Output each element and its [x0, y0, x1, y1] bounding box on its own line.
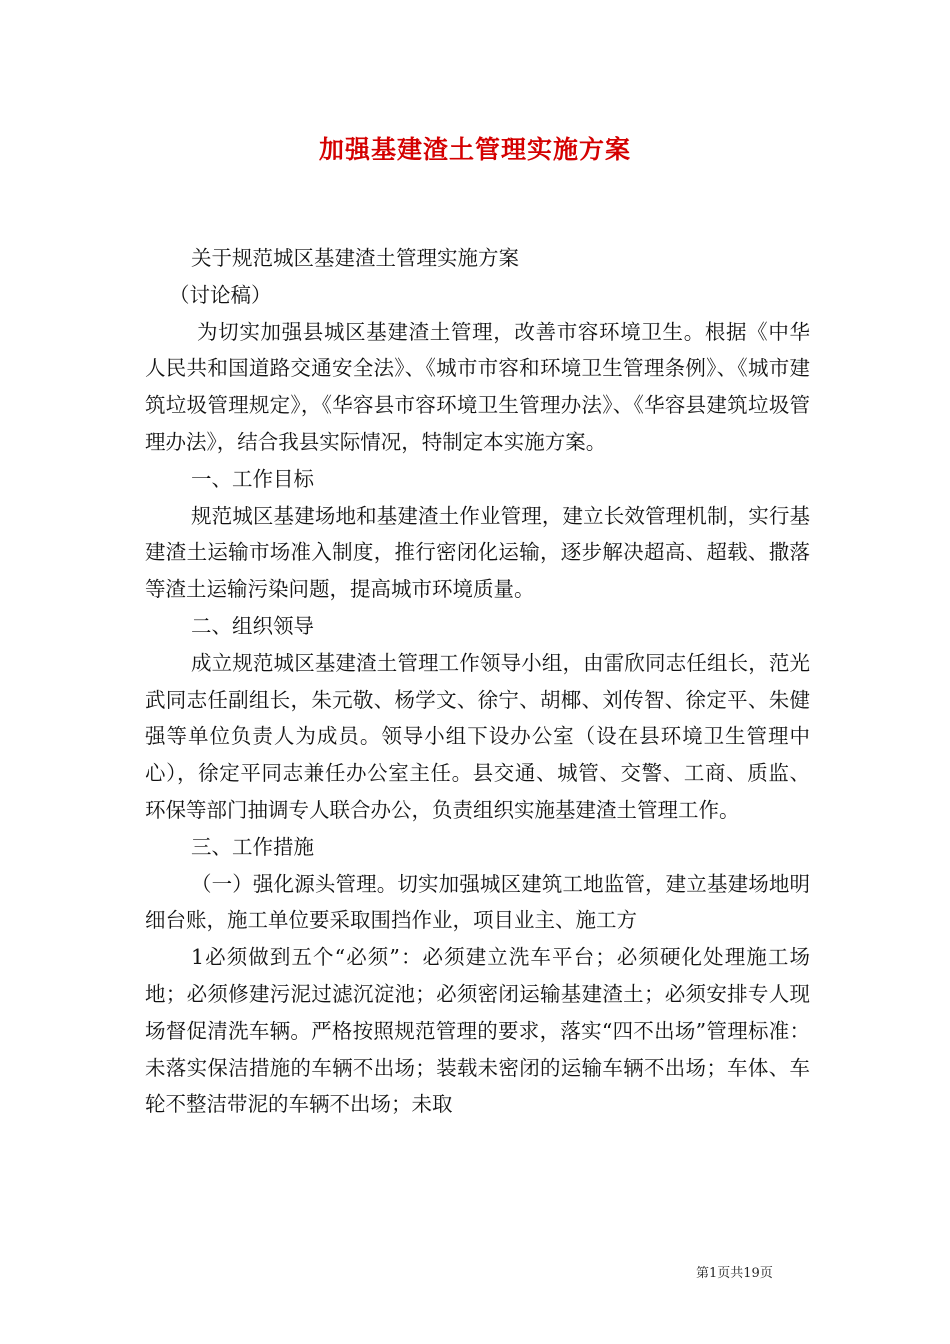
measure-item-1: 1必须做到五个“必须”：必须建立洗车平台；必须硬化处理施工场地；必须修建污泥过滤沉淀池；必须密闭运输基建渣土；必须安排专人现场督促清洗车辆。严格按照规范管理的要求，落实“四不出场”管理标准：未落实保洁措施的车辆不出场；装载未密闭的运输车辆不出场；车体、车轮不整洁带泥的车辆不出场；未取	[145, 945, 810, 1117]
document-body	[145, 240, 810, 1123]
section-heading-measures: 三、工作措施	[191, 834, 314, 859]
document-subtitle: 关于规范城区基建渣土管理实施方案	[191, 246, 519, 270]
measure-paragraph-1: （一）强化源头管理。切实加强城区建筑工地监管，建立基建场地明细台账，施工单位要采取围挡作业，项目业主、施工方	[145, 871, 810, 933]
section-heading-goals: 一、工作目标	[191, 466, 314, 491]
section-body-goals: 规范城区基建场地和基建渣土作业管理，建立长效管理机制，实行基建渣土运输市场准入制度，推行密闭化运输，逐步解决超高、超载、撒落等渣土运输污染问题，提高城市环境质量。	[145, 503, 810, 602]
section-body-organization: 成立规范城区基建渣土管理工作领导小组，由雷欣同志任组长，范光武同志任副组长，朱元敬、杨学文、徐宁、胡椰、刘传智、徐定平、朱健强等单位负责人为成员。领导小组下设办公室（设在县环境卫生管理中心），徐定平同志兼任办公室主任。县交通、城管、交警、工商、质监、环保等部门抽调专人联合办公，负责组织实施基建渣土管理工作。	[145, 650, 810, 822]
section-heading-organization: 二、组织领导	[191, 613, 314, 638]
page-indicator: 第1页共19页	[696, 1266, 773, 1281]
draft-note: （讨论稿）	[169, 282, 272, 307]
document-title: 加强基建渣土管理实施方案	[318, 135, 631, 164]
intro-paragraph: 为切实加强县城区基建渣土管理，改善市容环境卫生。根据《中华人民共和国道路交通安全法》、《城市市容和环境卫生管理条例》、《城市建筑垃圾管理规定》，《华容县市容环境卫生管理办法》、《华容县建筑垃圾管理办法》，结合我县实际情况，特制定本实施方案。	[145, 319, 810, 454]
